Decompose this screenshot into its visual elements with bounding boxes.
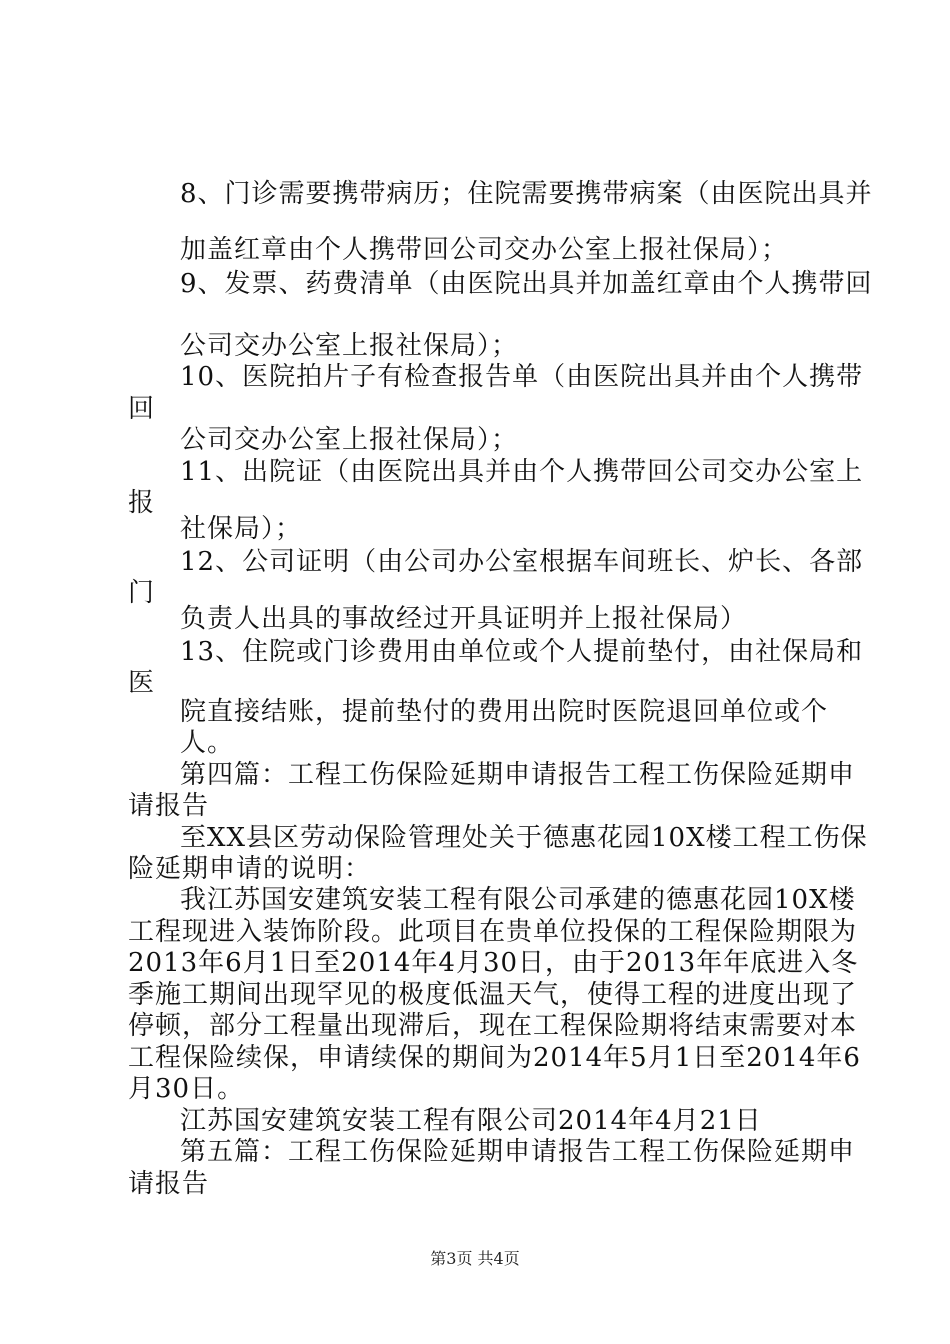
text-line: 医	[128, 668, 156, 698]
text-line: 至XX县区劳动保险管理处关于德惠花园10X楼工程工伤保	[180, 823, 868, 853]
text-line: 加盖红章由个人携带回公司交办公室上报社保局）；	[180, 235, 789, 265]
text-line: 8、门诊需要携带病历；住院需要携带病案（由医院出具并	[180, 179, 873, 209]
text-line: 工程现进入装饰阶段。此项目在贵单位投保的工程保险期限为	[128, 917, 858, 947]
text-line: 险延期申请的说明：	[128, 854, 372, 884]
text-line: 公司交办公室上报社保局）；	[180, 425, 519, 455]
section-heading: 请报告	[128, 791, 210, 821]
text-line: 负责人出具的事故经过开具证明并上报社保局）	[180, 604, 748, 634]
signature-line: 江苏国安建筑安装工程有限公司2014年4月21日	[180, 1106, 762, 1136]
section-heading: 请报告	[128, 1169, 210, 1199]
text-line: 12、公司证明（由公司办公室根据车间班长、炉长、各部	[180, 547, 864, 577]
text-line: 月30日。	[128, 1074, 245, 1104]
text-line: 公司交办公室上报社保局）；	[180, 331, 519, 361]
text-line: 2013年6月1日至2014年4月30日，由于2013年年底进入冬	[128, 948, 859, 978]
text-line: 报	[128, 488, 156, 518]
text-line: 我江苏国安建筑安装工程有限公司承建的德惠花园10X楼	[180, 885, 856, 915]
text-line: 工程保险续保，申请续保的期间为2014年5月1日至2014年6	[128, 1043, 861, 1073]
text-line: 11、出院证（由医院出具并由个人携带回公司交办公室上	[180, 457, 864, 487]
text-line: 10、医院拍片子有检查报告单（由医院出具并由个人携带	[180, 362, 864, 392]
text-line: 9、发票、药费清单（由医院出具并加盖红章由个人携带回	[180, 269, 873, 299]
section-heading: 第四篇：工程工伤保险延期申请报告工程工伤保险延期申	[180, 760, 856, 790]
text-line: 院直接结账，提前垫付的费用出院时医院退回单位或个	[180, 697, 829, 727]
text-line: 停顿，部分工程量出现滞后，现在工程保险期将结束需要对本	[128, 1011, 858, 1041]
text-line: 13、住院或门诊费用由单位或个人提前垫付，由社保局和	[180, 637, 864, 667]
text-line: 人。	[180, 728, 235, 758]
text-line: 回	[128, 394, 156, 424]
text-line: 季施工期间出现罕见的极度低温天气，使得工程的进度出现了	[128, 980, 858, 1010]
text-line: 社保局）；	[180, 514, 303, 544]
page-footer: 第3页 共4页	[430, 1249, 520, 1268]
text-line: 门	[128, 578, 156, 608]
section-heading: 第五篇：工程工伤保险延期申请报告工程工伤保险延期申	[180, 1137, 856, 1167]
